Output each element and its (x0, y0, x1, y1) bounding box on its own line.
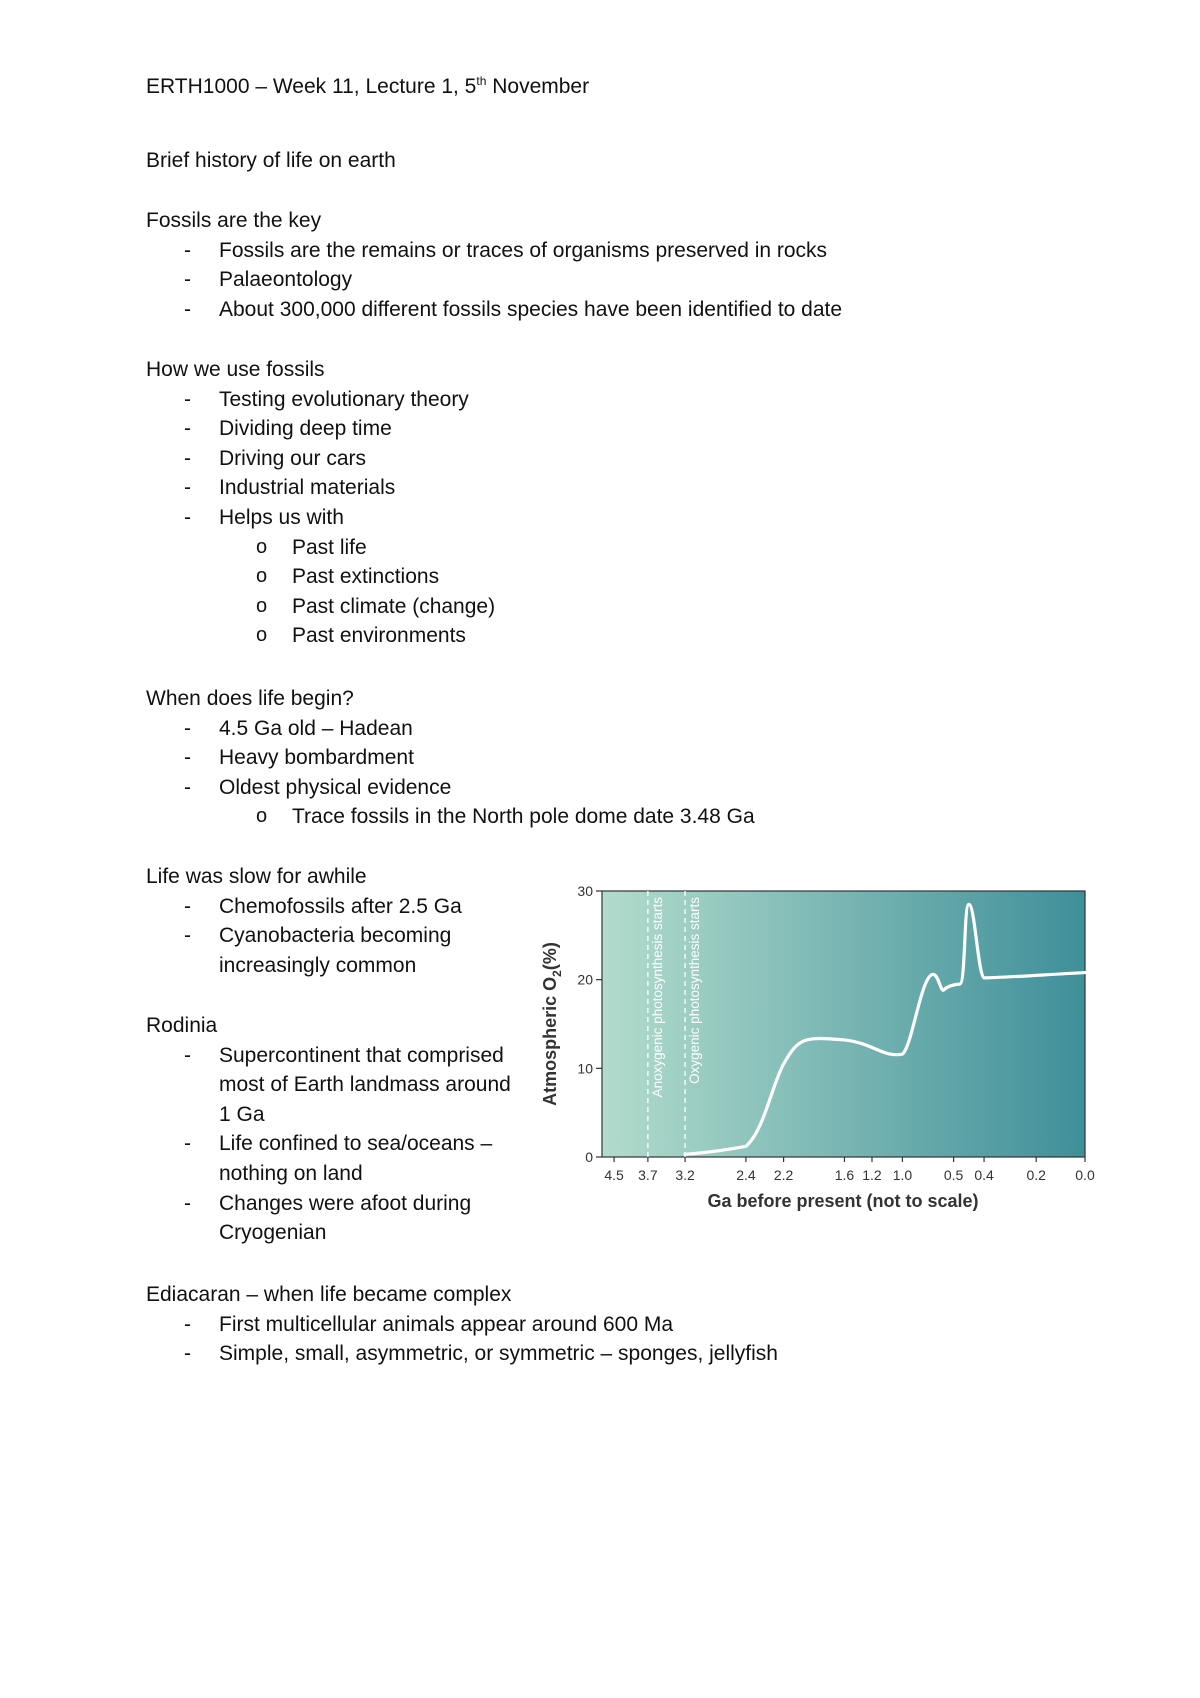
x-tick-label-4: 2.2 (773, 1167, 794, 1183)
oxygen-chart (540, 886, 1100, 1228)
x-tick-label-3: 2.4 (736, 1167, 756, 1183)
y-axis-label: Atmospheric $O_2(\%)$ (540, 942, 564, 1106)
x-axis (604, 1157, 1095, 1183)
list-item: - Chemofossils after 2.5 Ga (184, 894, 462, 918)
heading-fossils-key: Fossils are the key (146, 209, 322, 232)
x-tick-label-7: 1.0 (892, 1167, 913, 1183)
plot-area (602, 891, 1085, 1157)
sub-list-item: o Past climate (change) (256, 594, 496, 618)
y-tick-label-2: 20 (577, 971, 593, 988)
x-tick-label-1: 3.7 (638, 1167, 658, 1183)
list-item: - Helps us with o Past life o Past extinctions o Past climate (change) o Past environments (146, 503, 495, 651)
list-item: - Simple, small, asymmetric, or symmetric – sponges, jellyfish (184, 1342, 778, 1366)
y-tick-label-3: 30 (577, 886, 593, 899)
list-item: - Driving our cars (184, 446, 367, 470)
x-tick-label-9: 0.4 (974, 1167, 994, 1183)
list-item: - Dividing deep time (184, 417, 392, 441)
x-tick-label-2: 3.2 (675, 1167, 695, 1183)
heading-rodinia: Rodinia (146, 1014, 218, 1037)
section-rodinia (146, 1011, 516, 1248)
list-item: - Fossils are the remains or traces of organisms preserved in rocks (184, 238, 828, 262)
x-tick-label-0: 4.5 (604, 1167, 624, 1183)
list-item: - Palaeontology (184, 268, 353, 292)
heading-brief-history: Brief history of life on earth (146, 149, 396, 172)
x-tick-label-5: 1.6 (834, 1167, 855, 1183)
list-item: - Changes were afoot during Cryogenian (184, 1191, 472, 1245)
sub-list-item: o Past environments (256, 624, 466, 648)
annotation-label-1: Oxygenic photosynthesis starts (687, 897, 703, 1084)
y-tick-label-1: 10 (577, 1060, 593, 1077)
heading-ediacaran: Ediacaran – when life became complex (146, 1283, 512, 1306)
annotation-label-0: Anoxygenic photosynthesis starts (649, 897, 665, 1098)
section-ediacaran (146, 1280, 778, 1369)
sub-list-item: o Past life (256, 535, 367, 559)
y-tick-label-0: 0 (585, 1149, 593, 1165)
heading-use-fossils: How we use fossils (146, 358, 325, 381)
heading-life-begin: When does life begin? (146, 687, 354, 710)
y-axis (577, 886, 602, 1165)
list-item: - Supercontinent that comprised most of Earth landmass around 1 Ga (184, 1043, 511, 1126)
list-item: - Cyanobacteria becoming increasingly common (184, 924, 452, 977)
list-item: - Life confined to sea/oceans – nothing on land (184, 1132, 493, 1185)
section-life-slow (146, 862, 516, 980)
x-tick-label-6: 1.2 (862, 1167, 882, 1183)
x-axis-label: Ga before present (not to scale) (707, 1191, 979, 1211)
list-item: - Testing evolutionary theory (184, 387, 469, 411)
section-brief-history (146, 146, 396, 176)
list-item: - Industrial materials (184, 476, 396, 500)
section-fossils-key (146, 206, 842, 324)
sub-list-item: o Trace fossils in the North pole dome date 3.48 Ga (256, 805, 755, 829)
x-tick-label-8: 0.5 (943, 1167, 964, 1183)
list-item: - First multicellular animals appear around 600 Ma (184, 1312, 674, 1336)
heading-life-slow: Life was slow for awhile (146, 865, 367, 888)
list-item: - 4.5 Ga old – Hadean (184, 716, 413, 740)
page-title: ERTH1000 – Week 11, Lecture 1, 5th November (146, 74, 590, 98)
section-use-fossils (146, 355, 495, 651)
x-tick-label-11: 0.0 (1075, 1167, 1095, 1183)
section-life-begin (146, 684, 755, 832)
sub-list-item: o Past extinctions (256, 565, 440, 589)
list-item: - Oldest physical evidence o Trace fossils in the North pole dome date 3.48 Ga (146, 773, 755, 832)
x-tick-label-10: 0.2 (1026, 1167, 1046, 1183)
list-item: - Heavy bombardment (184, 746, 414, 770)
list-item: - About 300,000 different fossils species have been identified to date (184, 297, 843, 321)
oxygen-chart-svg (540, 886, 1100, 1228)
